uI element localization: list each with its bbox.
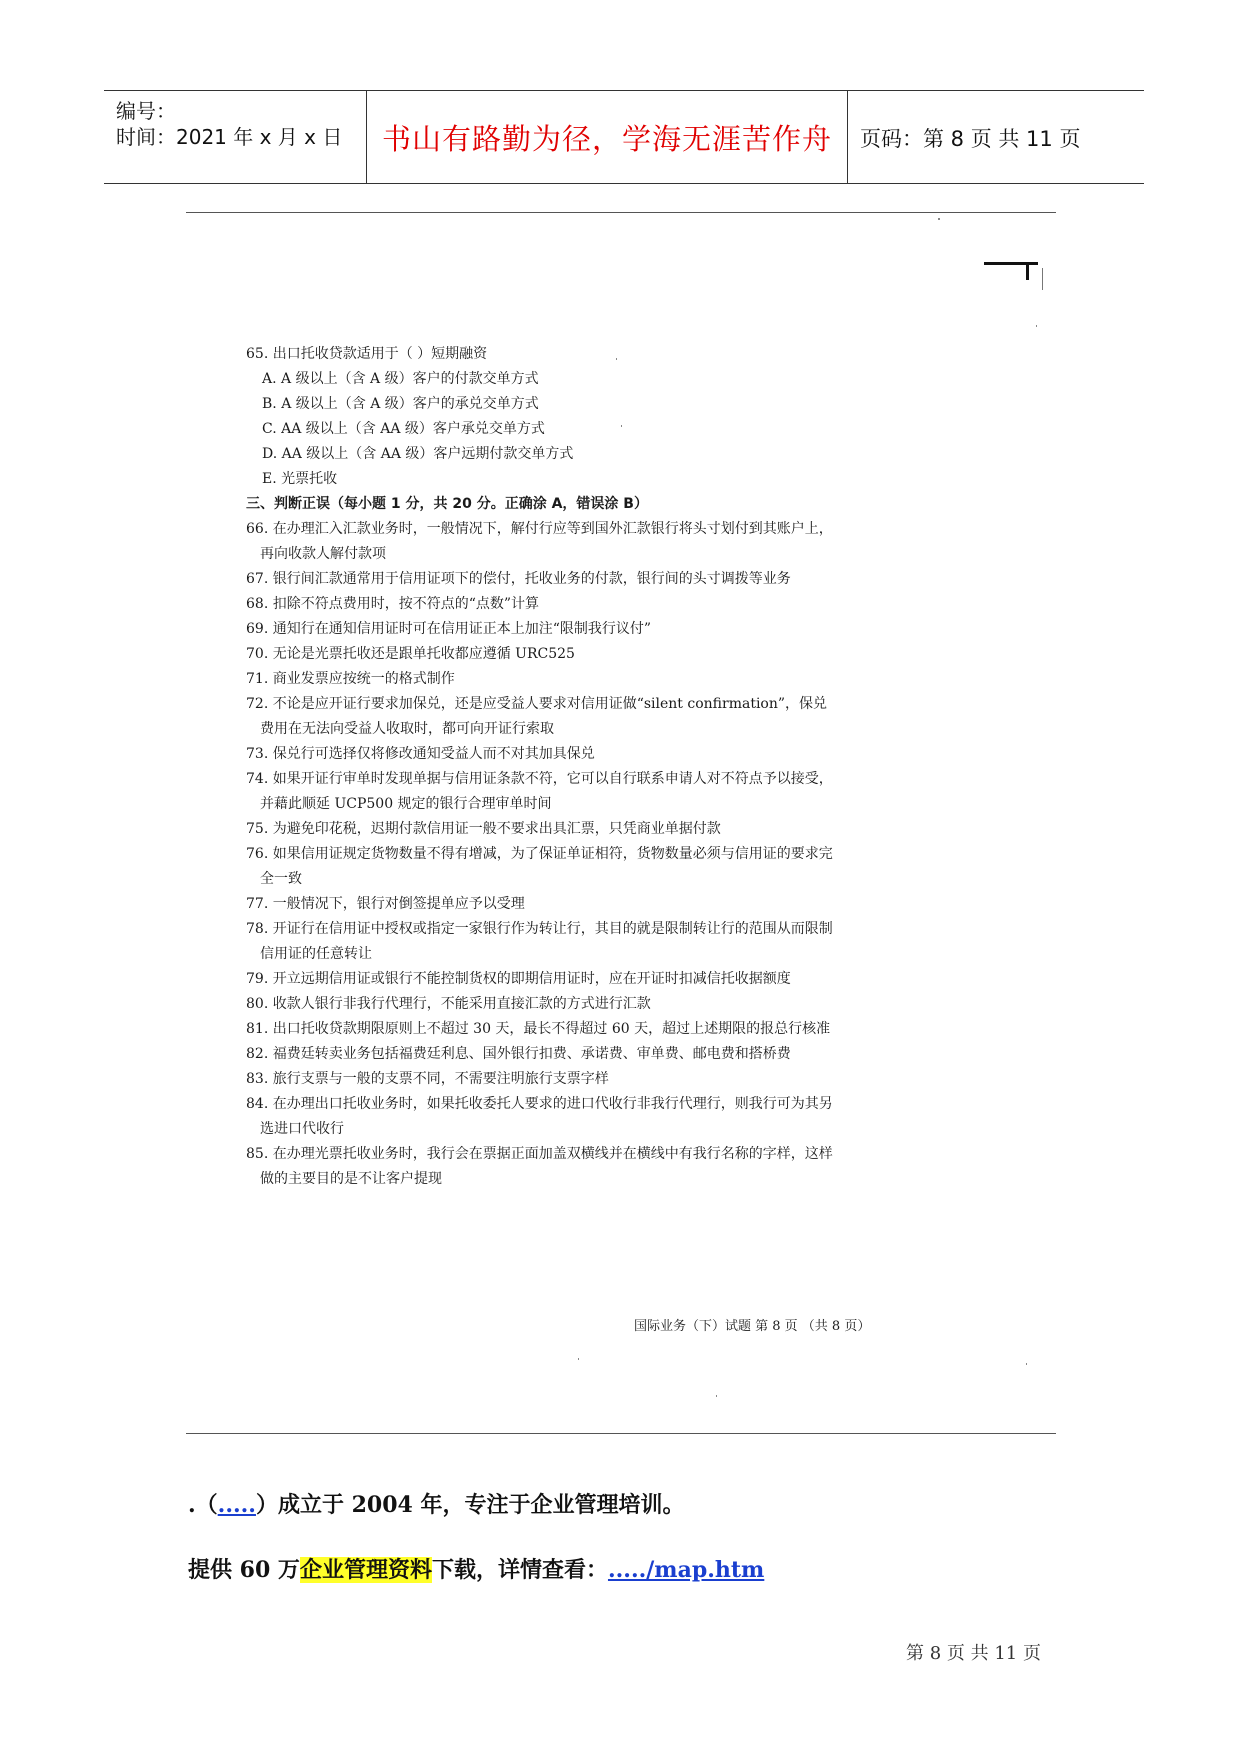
promo-site-link[interactable]: ..... bbox=[217, 1492, 256, 1518]
question-item: 75. 为避免印花税，迟期付款信用证一般不要求出具汇票，只凭商业单据付款 bbox=[246, 821, 721, 837]
question-item: 81. 出口托收贷款期限原则上不超过 30 天，最长不得超过 60 天，超过上述期限的报总行核准 bbox=[246, 1021, 831, 1037]
question-item: 85. 在办理光票托收业务时，我行会在票据正面加盖双横线并在横线中有我行名称的字样，这样 bbox=[246, 1146, 833, 1162]
question-item: 84. 在办理出口托收业务时，如果托收委托人要求的进口代收行非我行代理行，则我行可为其另 bbox=[246, 1096, 833, 1112]
exam-question-list bbox=[246, 342, 1006, 1192]
answer-option: E. 光票托收 bbox=[262, 471, 338, 487]
section-heading: 三、判断正误（每小题 1 分，共 20 分。正确涂 A，错误涂 B） bbox=[246, 496, 648, 512]
document-number-label: 编号： bbox=[116, 99, 176, 123]
question-item: 72. 不论是应开证行要求加保兑，还是应受益人要求对信用证做“silent confirmation”，保兑 bbox=[246, 696, 828, 712]
answer-option: B. A 级以上（含 A 级）客户的承兑交单方式 bbox=[262, 396, 539, 412]
scanned-exam-page bbox=[186, 210, 1056, 1390]
question-continuation: 做的主要目的是不让客户提现 bbox=[260, 1171, 442, 1187]
question-item: 77. 一般情况下，银行对倒签提单应予以受理 bbox=[246, 896, 525, 912]
promo-line-2-mid: 下载，详情查看： bbox=[431, 1557, 608, 1583]
header-motto-cell bbox=[366, 91, 848, 183]
question-continuation: 并藉此顺延 UCP500 规定的银行合理审单时间 bbox=[260, 796, 552, 812]
promo-line-2 bbox=[188, 1553, 764, 1584]
document-time-label: 时间：2021 年 x 月 x 日 bbox=[116, 125, 343, 149]
question-item: 83. 旅行支票与一般的支票不同，不需要注明旅行支票字样 bbox=[246, 1071, 609, 1087]
exam-page-footer: 国际业务（下）试题 第 8 页 （共 8 页） bbox=[634, 1319, 871, 1334]
answer-option: C. AA 级以上（含 AA 级）客户承兑交单方式 bbox=[262, 421, 545, 437]
header-page-label: 页码：第 8 页 共 11 页 bbox=[860, 127, 1081, 151]
answer-option: A. A 级以上（含 A 级）客户的付款交单方式 bbox=[262, 371, 539, 387]
promo-line-1-prefix: .（ bbox=[188, 1492, 218, 1518]
page-number: 第 8 页 共 11 页 bbox=[906, 1643, 1041, 1664]
header-page-cell bbox=[848, 91, 1144, 183]
question-continuation: 选进口代收行 bbox=[260, 1121, 344, 1137]
promo-line-1-suffix: ）成立于 2004 年，专注于企业管理培训。 bbox=[255, 1492, 685, 1518]
question-item: 67. 银行间汇款通常用于信用证项下的偿付，托收业务的付款，银行间的头寸调拨等业务 bbox=[246, 571, 791, 587]
question-item: 69. 通知行在通知信用证时可在信用证正本上加注“限制我行议付” bbox=[246, 621, 652, 637]
bottom-divider bbox=[186, 1433, 1056, 1434]
question-item: 65. 出口托收贷款适用于（ ）短期融资 bbox=[246, 346, 488, 362]
question-item: 76. 如果信用证规定货物数量不得有增减，为了保证单证相符，货物数量必须与信用证的要求完 bbox=[246, 846, 833, 862]
scan-corner-mark bbox=[984, 262, 1044, 292]
promo-map-link[interactable]: ...../map.htm bbox=[607, 1557, 765, 1583]
header-meta-cell bbox=[104, 91, 366, 183]
question-item: 68. 扣除不符点费用时，按不符点的“点数”计算 bbox=[246, 596, 540, 612]
question-continuation: 全一致 bbox=[260, 871, 302, 887]
promo-line-2-prefix: 提供 60 万 bbox=[188, 1557, 300, 1583]
question-continuation: 信用证的任意转让 bbox=[260, 946, 372, 962]
question-item: 78. 开证行在信用证中授权或指定一家银行作为转让行，其目的就是限制转让行的范围从而限制 bbox=[246, 921, 833, 937]
page-header bbox=[104, 90, 1144, 184]
question-item: 66. 在办理汇入汇款业务时，一般情况下，解付行应等到国外汇款银行将头寸划付到其账户上， bbox=[246, 521, 833, 537]
question-item: 71. 商业发票应按统一的格式制作 bbox=[246, 671, 455, 687]
question-item: 80. 收款人银行非我行代理行，不能采用直接汇款的方式进行汇款 bbox=[246, 996, 651, 1012]
question-item: 82. 福费廷转卖业务包括福费廷利息、国外银行扣费、承诺费、审单费、邮电费和搭桥费 bbox=[246, 1046, 791, 1062]
question-item: 74. 如果开证行审单时发现单据与信用证条款不符，它可以自行联系申请人对不符点予以接受， bbox=[246, 771, 833, 787]
promo-line-1 bbox=[188, 1488, 685, 1519]
motto-text: 书山有路勤为径，学海无涯苦作舟 bbox=[381, 122, 832, 156]
promo-highlighted-text: 企业管理资料 bbox=[299, 1557, 432, 1583]
question-item: 79. 开立远期信用证或银行不能控制货权的即期信用证时，应在开证时扣减信托收据额度 bbox=[246, 971, 791, 987]
question-item: 73. 保兑行可选择仅将修改通知受益人而不对其加具保兑 bbox=[246, 746, 595, 762]
question-item: 70. 无论是光票托收还是跟单托收都应遵循 URC525 bbox=[246, 646, 575, 662]
answer-option: D. AA 级以上（含 AA 级）客户远期付款交单方式 bbox=[262, 446, 574, 462]
question-continuation: 再向收款人解付款项 bbox=[260, 546, 386, 562]
question-continuation: 费用在无法向受益人收取时，都可向开证行索取 bbox=[260, 721, 554, 737]
